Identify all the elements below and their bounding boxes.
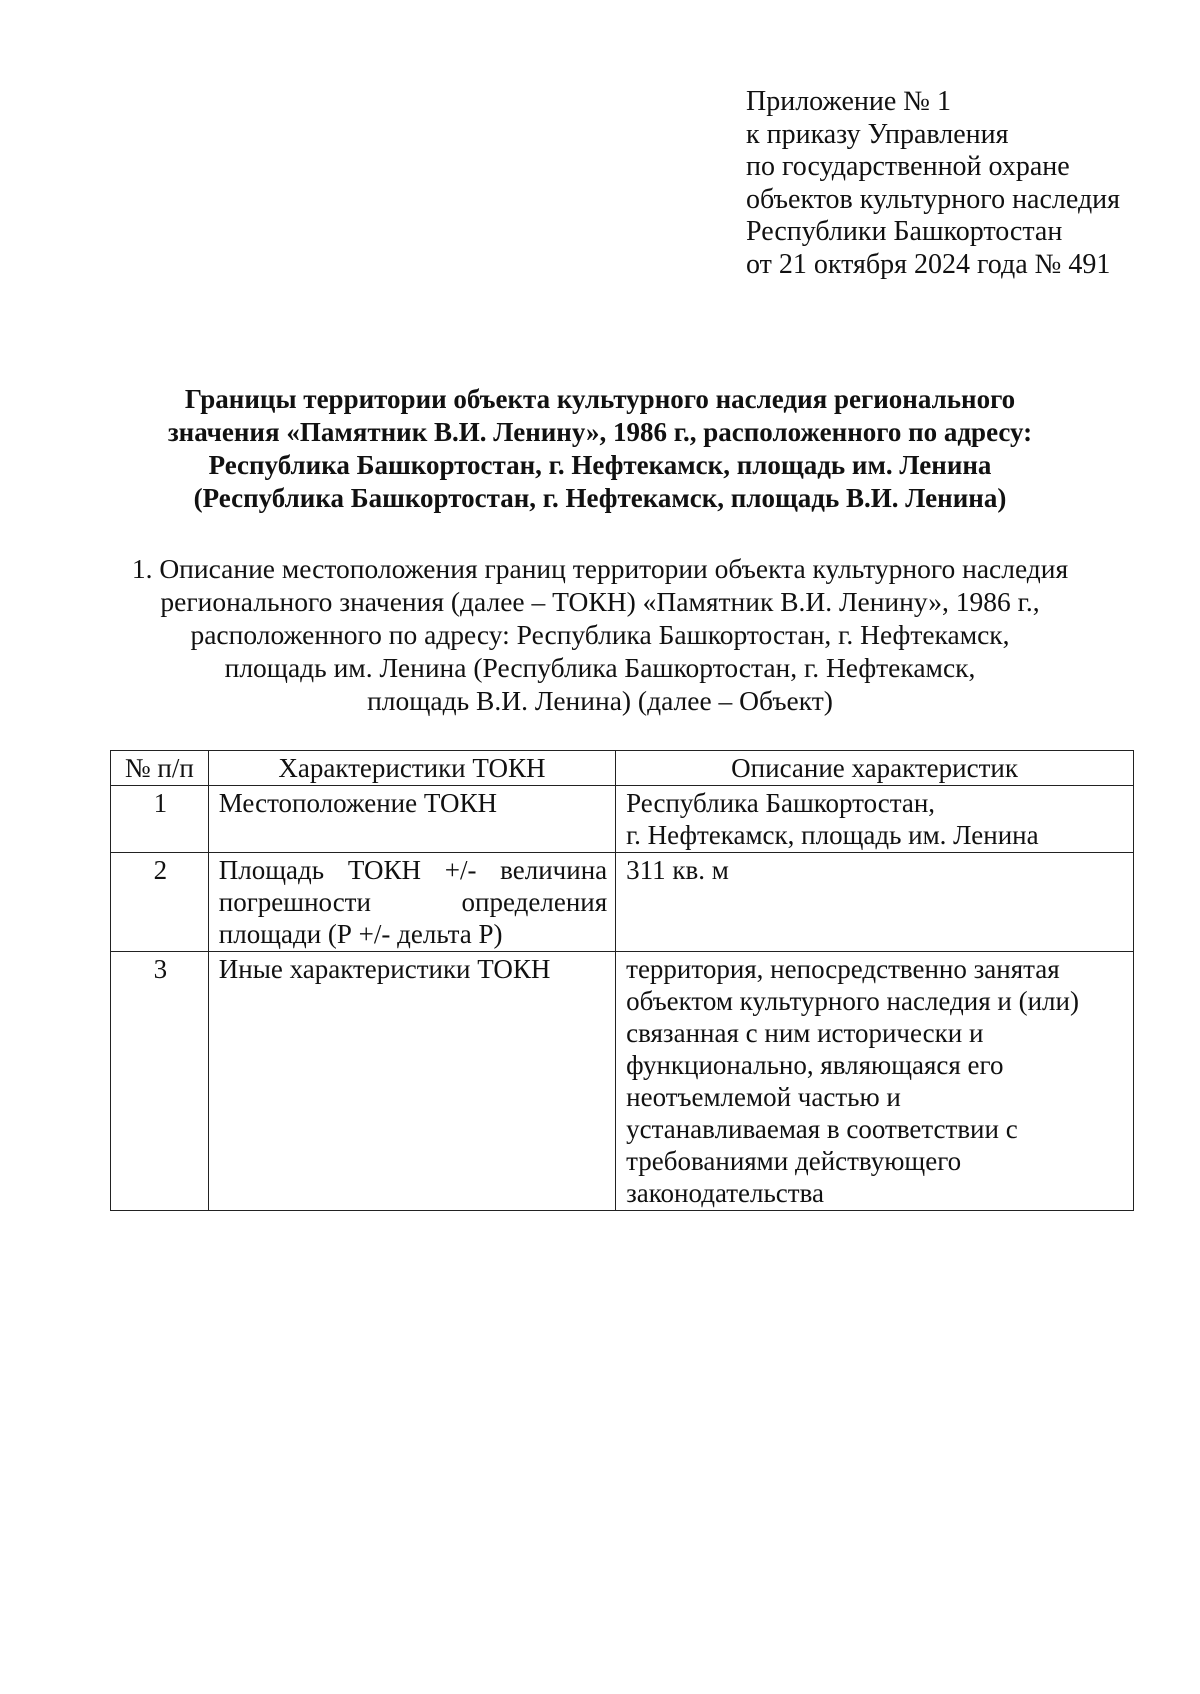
description-line: г. Нефтекамск, площадь им. Ленина: [626, 820, 1039, 850]
section-line: площадь В.И. Ленина) (далее – Объект): [367, 685, 833, 716]
row-characteristic: Иные характеристики ТОКН: [208, 952, 615, 1211]
table-row: [111, 786, 1134, 853]
section-line: расположенного по адресу: Республика Башкортостан, г. Нефтекамск,: [190, 619, 1010, 650]
appendix-line: к приказу Управления: [746, 118, 1009, 150]
row-description: [616, 853, 1134, 952]
table-header-row: [111, 751, 1134, 786]
description-line: территория, непосредственно занятая: [626, 954, 1060, 984]
description-line: 311 кв. м: [626, 855, 729, 885]
section-heading: [100, 552, 1100, 717]
section-line: площадь им. Ленина (Республика Башкортостан, г. Нефтекамск,: [224, 652, 976, 683]
header-number: № п/п: [111, 751, 209, 786]
table-row: [111, 853, 1134, 952]
table-row: [111, 952, 1134, 1211]
row-number: 3: [111, 952, 209, 1211]
row-characteristic: Площадь ТОКН +/- величина погрешности определения площади (Р +/- дельта Р): [208, 853, 615, 952]
appendix-line: объектов культурного наследия: [746, 183, 1121, 215]
row-number: 1: [111, 786, 209, 853]
row-number: 2: [111, 853, 209, 952]
description-line: функционально, являющаяся его: [626, 1050, 1004, 1080]
title-line: значения «Памятник В.И. Ленину», 1986 г., расположенного по адресу:: [167, 417, 1033, 447]
description-line: неотъемлемой частью и: [626, 1082, 901, 1112]
row-description: [616, 786, 1134, 853]
document-title: [100, 383, 1100, 515]
appendix-line: Республики Башкортостан: [746, 216, 1063, 247]
description-line: связанная с ним исторически и: [626, 1018, 984, 1048]
appendix-line: Приложение № 1: [746, 86, 951, 117]
appendix-header: [746, 86, 1120, 281]
section-line: регионального значения (далее – ТОКН) «Памятник В.И. Ленину», 1986 г.,: [160, 586, 1040, 617]
appendix-line: от 21 октября 2024 года № 491: [746, 248, 1111, 280]
header-characteristics: Характеристики ТОКН: [208, 751, 615, 786]
description-line: законодательства: [626, 1178, 824, 1208]
description-line: требованиями действующего: [626, 1146, 962, 1176]
header-description: Описание характеристик: [616, 751, 1134, 786]
title-line: Республика Башкортостан, г. Нефтекамск, площадь им. Ленина: [208, 450, 992, 480]
characteristics-table: [110, 750, 1134, 1211]
description-line: Республика Башкортостан,: [626, 788, 936, 818]
row-characteristic: Местоположение ТОКН: [208, 786, 615, 853]
description-line: устанавливаемая в соответствии с: [626, 1114, 1018, 1144]
section-line: 1. Описание местоположения границ территории объекта культурного наследия: [131, 553, 1069, 584]
title-line: Границы территории объекта культурного наследия регионального: [184, 384, 1016, 414]
row-description: [616, 952, 1134, 1211]
appendix-line: по государственной охране: [746, 151, 1070, 182]
title-line: (Республика Башкортостан, г. Нефтекамск, площадь В.И. Ленина): [193, 483, 1007, 513]
description-line: объектом культурного наследия и (или): [626, 986, 1079, 1016]
